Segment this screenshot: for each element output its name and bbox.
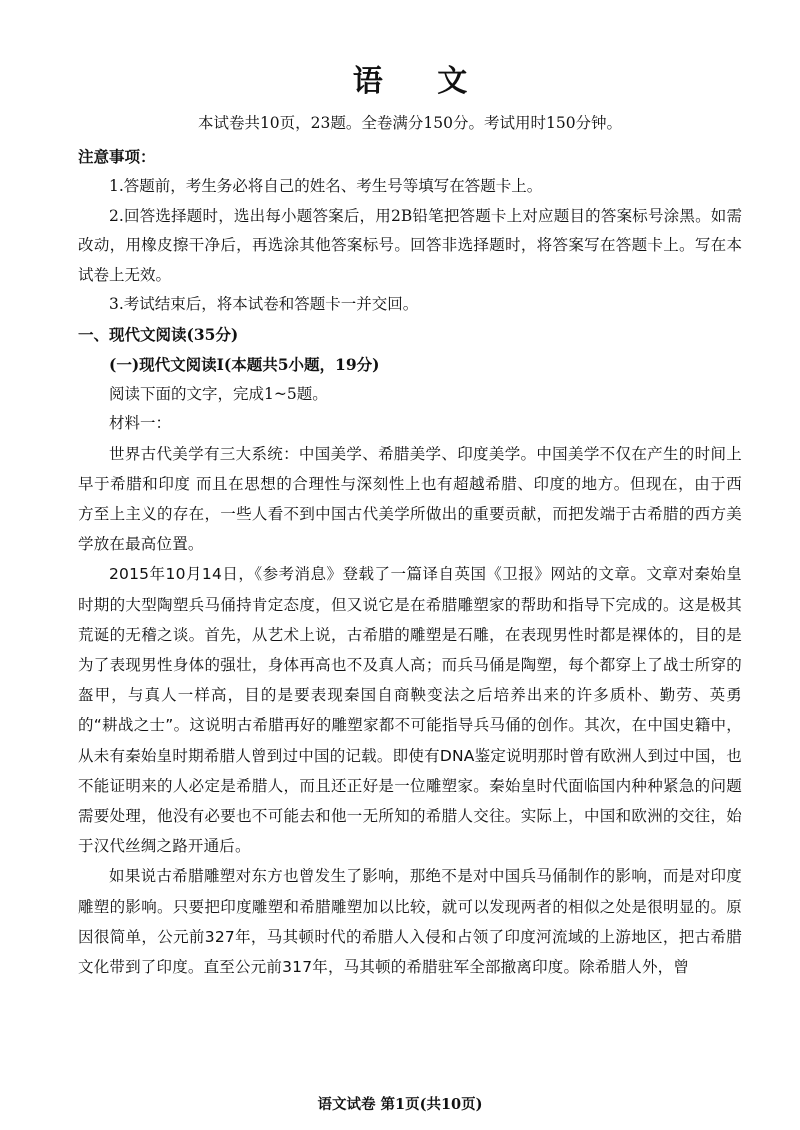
note-item: 2.回答选择题时，选出每小题答案后，用2B铅笔把答题卡上对应题目的答案标号涂黑。如需改动，用橡皮擦干净后，再选涂其他答案标号。回答非选择题时，将答案写在答题卡上。写在本试卷上无效。 — [78, 206, 742, 284]
note-item: 1.答题前，考生务必将自己的姓名、考生号等填写在答题卡上。 — [109, 177, 543, 195]
subsection-heading: (一)现代文阅读Ⅰ(本题共5小题，19分) — [109, 354, 380, 374]
material-paragraph: 如果说古希腊雕塑对东方也曾发生了影响，那绝不是对中国兵马俑制作的影响，而是对印度雕塑的影响。只要把印度雕塑和希腊雕塑加以比较，就可以发现两者的相似之处是很明显的。原因很简单，公元前327年，马其顿时代的希腊人入侵和占领了印度河流域的上游地区，把古希腊文化带到了印度。直至公元前317年，马其顿的希腊驻军全部撤离印度。除希腊人外，曾 — [78, 867, 742, 976]
note-item: 3.考试结束后，将本试卷和答题卡一并交回。 — [109, 295, 419, 313]
material-label: 材料一： — [109, 414, 172, 432]
material-paragraph: 世界古代美学有三大系统：中国美学、希腊美学、印度美学。中国美学不仅在产生的时间上早于希腊和印度 而且在思想的合理性与深刻性上也有超越希腊、印度的地方。但现在，由于西方至上主义的存在，一些人看不到中国古代美学所做出的重要贡献，而把发端于古希腊的西方美学放在最高位置。 — [78, 444, 742, 554]
material-paragraph: 2015年10月14日，《参考消息》登载了一篇译自英国《卫报》网站的文章。文章对秦始皇时期的大型陶塑兵马俑持肯定态度，但又说它是在希腊雕塑家的帮助和指导下完成的。这是极其荒诞的无稽之谈。首先，从艺术上说，古希腊的雕塑是石雕，在表现男性时都是裸体的，目的是为了表现男性身体的强壮，身体再高也不及真人高；而兵马俑是陶塑，每个都穿上了战士所穿的盔甲，与真人一样高，目的是要表现秦国自商鞅变法之后培养出来的许多质朴、勤劳、英勇的“耕战之士”。这说明古希腊再好的雕塑家都不可能指导兵马俑的创作。其次，在中国史籍中，从未有秦始皇时期希腊人曾到过中国的记载。即使有DNA鉴定说明那时曾有欧洲人到过中国，也不能证明来的人必定是希腊人，而且还正好是一位雕塑家。秦始皇时代面临国内种种紧急的问题需要处理，他没有必要也不可能去和他一无所知的希腊人交往。实际上，中国和欧洲的交往，始于汉代丝绸之路开通后。 — [78, 565, 742, 856]
page-title: 语 文 — [352, 64, 490, 99]
page-footer: 语文试卷 第1页(共10页) — [317, 1096, 483, 1113]
notes-heading: 注意事项： — [78, 147, 156, 166]
instruction-text: 阅读下面的文字，完成1~5题。 — [109, 384, 328, 403]
section-heading: 一、现代文阅读(35分) — [78, 324, 239, 344]
exam-info: 本试卷共10页，23题。全卷满分150分。考试用时150分钟。 — [197, 114, 623, 132]
